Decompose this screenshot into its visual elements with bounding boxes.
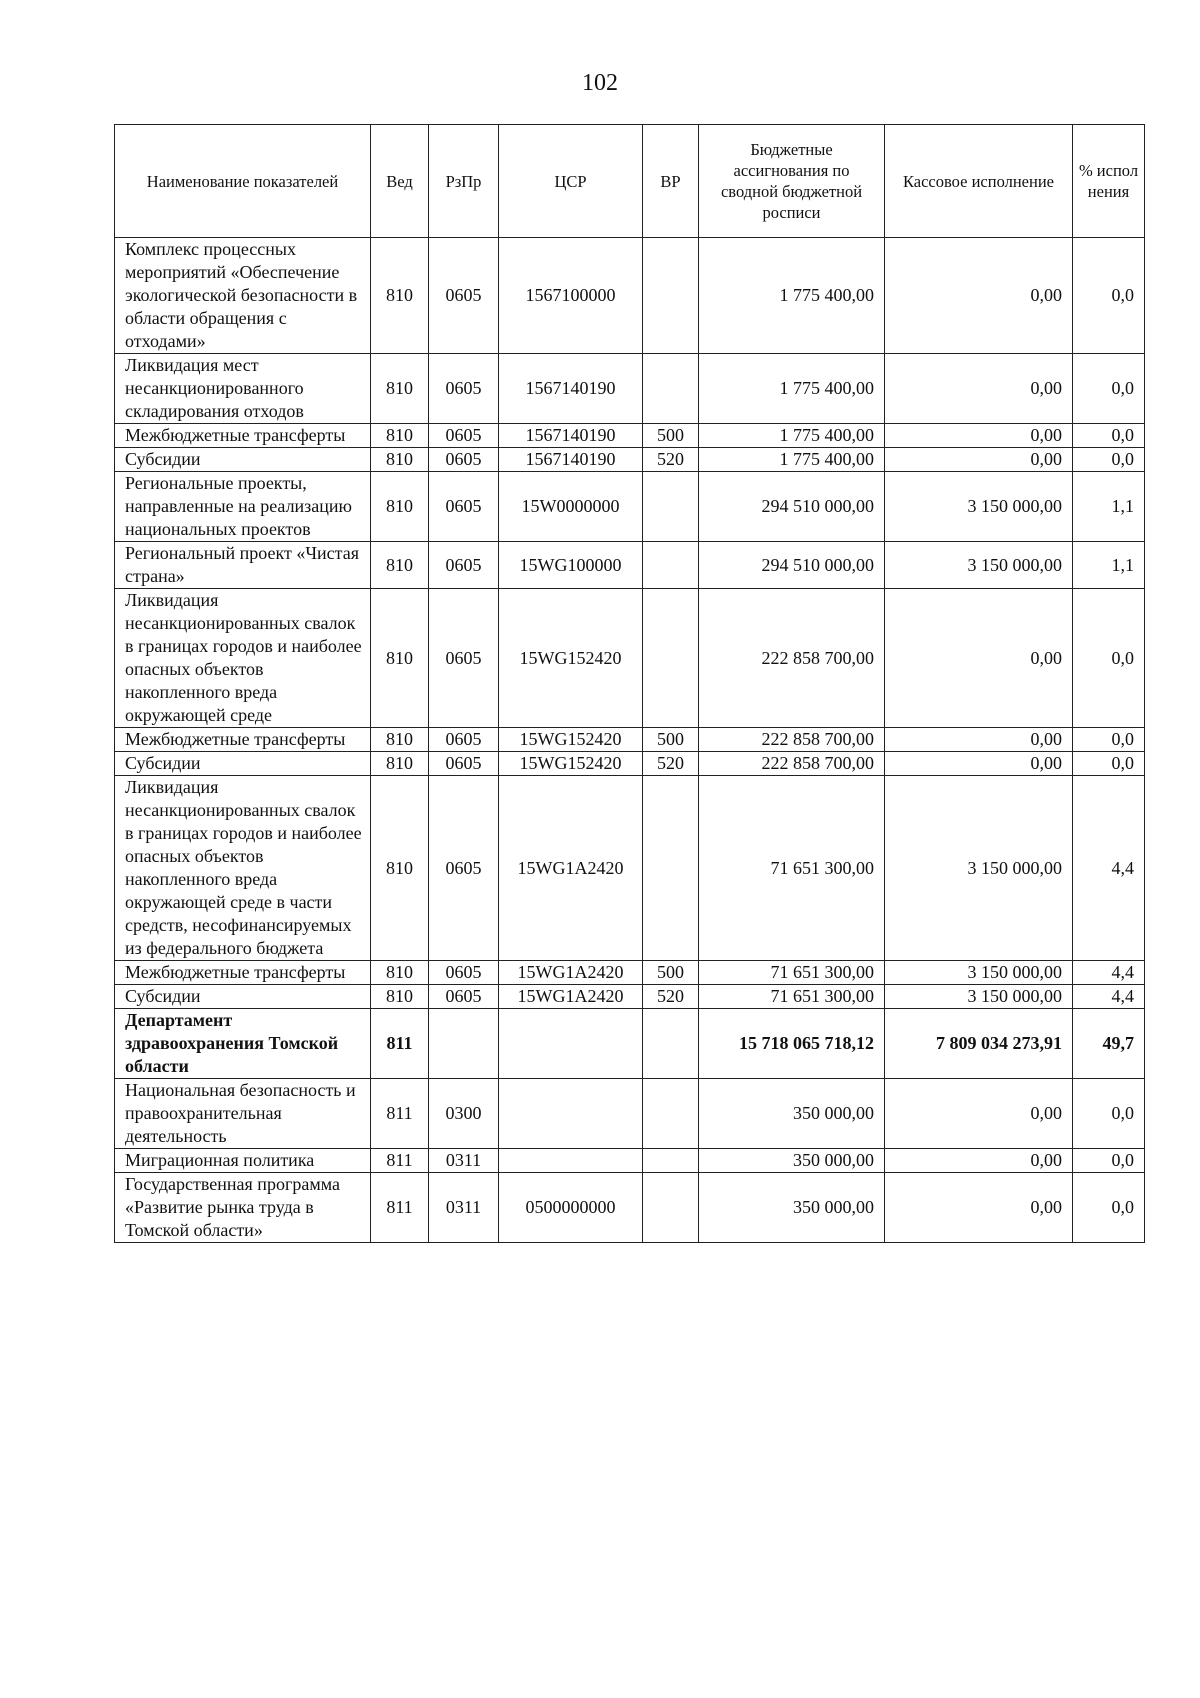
table-row bbox=[115, 961, 1145, 985]
cell-percent: 0,0 bbox=[1073, 1173, 1145, 1243]
cell-rzpr: 0605 bbox=[429, 448, 499, 472]
cell-rzpr: 0605 bbox=[429, 238, 499, 354]
cell-percent: 0,0 bbox=[1073, 424, 1145, 448]
cell-allocations: 71 651 300,00 bbox=[699, 961, 885, 985]
cell-cash: 0,00 bbox=[885, 424, 1073, 448]
cell-cash: 0,00 bbox=[885, 1149, 1073, 1173]
table-header-row bbox=[115, 125, 1145, 238]
cell-percent: 1,1 bbox=[1073, 542, 1145, 589]
cell-vr: 500 bbox=[643, 728, 699, 752]
cell-vr: 520 bbox=[643, 985, 699, 1009]
cell-cash: 0,00 bbox=[885, 752, 1073, 776]
cell-percent: 4,4 bbox=[1073, 961, 1145, 985]
cell-csr: 1567140190 bbox=[499, 354, 643, 424]
cell-ved: 810 bbox=[371, 589, 429, 728]
cell-cash: 0,00 bbox=[885, 728, 1073, 752]
header-allocations: Бюджетные ассигнования по сводной бюджетной росписи bbox=[699, 125, 885, 238]
cell-percent: 0,0 bbox=[1073, 448, 1145, 472]
cell-ved: 811 bbox=[371, 1173, 429, 1243]
table-row bbox=[115, 1009, 1145, 1079]
cell-percent: 0,0 bbox=[1073, 1079, 1145, 1149]
table-row bbox=[115, 776, 1145, 961]
cell-cash: 3 150 000,00 bbox=[885, 961, 1073, 985]
table-row bbox=[115, 1149, 1145, 1173]
cell-vr bbox=[643, 1149, 699, 1173]
cell-name: Национальная безопасность и правоохранительная деятельность bbox=[115, 1079, 371, 1149]
cell-rzpr: 0605 bbox=[429, 752, 499, 776]
table-row bbox=[115, 472, 1145, 542]
cell-allocations: 350 000,00 bbox=[699, 1079, 885, 1149]
cell-name: Субсидии bbox=[115, 448, 371, 472]
cell-name: Комплекс процессных мероприятий «Обеспечение экологической безопасности в области обращения с отходами» bbox=[115, 238, 371, 354]
cell-percent: 49,7 bbox=[1073, 1009, 1145, 1079]
cell-percent: 0,0 bbox=[1073, 752, 1145, 776]
cell-allocations: 294 510 000,00 bbox=[699, 472, 885, 542]
cell-vr: 520 bbox=[643, 448, 699, 472]
table-row bbox=[115, 1173, 1145, 1243]
cell-percent: 4,4 bbox=[1073, 776, 1145, 961]
cell-percent: 0,0 bbox=[1073, 589, 1145, 728]
cell-cash: 0,00 bbox=[885, 589, 1073, 728]
cell-cash: 3 150 000,00 bbox=[885, 776, 1073, 961]
cell-ved: 810 bbox=[371, 354, 429, 424]
cell-name: Субсидии bbox=[115, 985, 371, 1009]
cell-cash: 0,00 bbox=[885, 448, 1073, 472]
cell-ved: 811 bbox=[371, 1079, 429, 1149]
table-row bbox=[115, 448, 1145, 472]
cell-vr bbox=[643, 1079, 699, 1149]
cell-ved: 811 bbox=[371, 1009, 429, 1079]
cell-cash: 0,00 bbox=[885, 354, 1073, 424]
cell-ved: 810 bbox=[371, 961, 429, 985]
cell-ved: 810 bbox=[371, 985, 429, 1009]
cell-csr bbox=[499, 1149, 643, 1173]
cell-csr: 1567140190 bbox=[499, 448, 643, 472]
header-rzpr: РзПр bbox=[429, 125, 499, 238]
cell-cash: 3 150 000,00 bbox=[885, 542, 1073, 589]
cell-rzpr: 0605 bbox=[429, 542, 499, 589]
cell-ved: 810 bbox=[371, 728, 429, 752]
cell-ved: 811 bbox=[371, 1149, 429, 1173]
cell-rzpr: 0605 bbox=[429, 472, 499, 542]
cell-vr: 520 bbox=[643, 752, 699, 776]
cell-vr bbox=[643, 472, 699, 542]
cell-percent: 0,0 bbox=[1073, 728, 1145, 752]
cell-csr: 15WG152420 bbox=[499, 728, 643, 752]
cell-cash: 0,00 bbox=[885, 1173, 1073, 1243]
cell-csr: 15WG1A2420 bbox=[499, 985, 643, 1009]
cell-ved: 810 bbox=[371, 776, 429, 961]
cell-csr: 15WG152420 bbox=[499, 752, 643, 776]
cell-ved: 810 bbox=[371, 424, 429, 448]
header-csr: ЦСР bbox=[499, 125, 643, 238]
cell-csr: 1567140190 bbox=[499, 424, 643, 448]
cell-rzpr: 0605 bbox=[429, 589, 499, 728]
cell-csr bbox=[499, 1079, 643, 1149]
cell-vr: 500 bbox=[643, 961, 699, 985]
cell-allocations: 1 775 400,00 bbox=[699, 424, 885, 448]
cell-vr bbox=[643, 542, 699, 589]
cell-name: Ликвидация несанкционированных свалок в границах городов и наиболее опасных объектов накопленного вреда окружающей среде bbox=[115, 589, 371, 728]
cell-cash: 3 150 000,00 bbox=[885, 985, 1073, 1009]
cell-allocations: 1 775 400,00 bbox=[699, 354, 885, 424]
cell-csr: 0500000000 bbox=[499, 1173, 643, 1243]
cell-allocations: 294 510 000,00 bbox=[699, 542, 885, 589]
cell-vr bbox=[643, 1173, 699, 1243]
table-row bbox=[115, 424, 1145, 448]
cell-rzpr bbox=[429, 1009, 499, 1079]
cell-allocations: 71 651 300,00 bbox=[699, 985, 885, 1009]
cell-rzpr: 0605 bbox=[429, 728, 499, 752]
cell-allocations: 350 000,00 bbox=[699, 1173, 885, 1243]
cell-allocations: 222 858 700,00 bbox=[699, 752, 885, 776]
cell-cash: 0,00 bbox=[885, 1079, 1073, 1149]
cell-ved: 810 bbox=[371, 752, 429, 776]
header-cash: Кассовое исполнение bbox=[885, 125, 1073, 238]
cell-rzpr: 0605 bbox=[429, 354, 499, 424]
cell-name: Региональный проект «Чистая страна» bbox=[115, 542, 371, 589]
cell-name: Межбюджетные трансферты bbox=[115, 961, 371, 985]
header-ved: Вед bbox=[371, 125, 429, 238]
table-row bbox=[115, 354, 1145, 424]
cell-percent: 0,0 bbox=[1073, 354, 1145, 424]
table-row bbox=[115, 1079, 1145, 1149]
cell-csr: 15WG152420 bbox=[499, 589, 643, 728]
cell-rzpr: 0300 bbox=[429, 1079, 499, 1149]
cell-name: Ликвидация несанкционированных свалок в границах городов и наиболее опасных объектов накопленного вреда окружающей среде в части средств, несофинансируемых из федерального бюджета bbox=[115, 776, 371, 961]
cell-vr bbox=[643, 354, 699, 424]
header-name: Наименование показателей bbox=[115, 125, 371, 238]
cell-vr bbox=[643, 1009, 699, 1079]
cell-allocations: 222 858 700,00 bbox=[699, 589, 885, 728]
cell-vr bbox=[643, 776, 699, 961]
cell-name: Миграционная политика bbox=[115, 1149, 371, 1173]
cell-allocations: 71 651 300,00 bbox=[699, 776, 885, 961]
cell-name: Государственная программа «Развитие рынка труда в Томской области» bbox=[115, 1173, 371, 1243]
cell-rzpr: 0605 bbox=[429, 424, 499, 448]
cell-name: Межбюджетные трансферты bbox=[115, 728, 371, 752]
cell-allocations: 222 858 700,00 bbox=[699, 728, 885, 752]
cell-name: Ликвидация мест несанкционированного складирования отходов bbox=[115, 354, 371, 424]
cell-ved: 810 bbox=[371, 542, 429, 589]
cell-name: Межбюджетные трансферты bbox=[115, 424, 371, 448]
table-row bbox=[115, 752, 1145, 776]
cell-csr: 15WG1A2420 bbox=[499, 961, 643, 985]
budget-table bbox=[114, 124, 1145, 1243]
cell-allocations: 1 775 400,00 bbox=[699, 238, 885, 354]
cell-name: Субсидии bbox=[115, 752, 371, 776]
cell-cash: 0,00 bbox=[885, 238, 1073, 354]
cell-vr bbox=[643, 589, 699, 728]
cell-csr: 15WG100000 bbox=[499, 542, 643, 589]
cell-ved: 810 bbox=[371, 238, 429, 354]
cell-name: Департамент здравоохранения Томской области bbox=[115, 1009, 371, 1079]
table-row bbox=[115, 589, 1145, 728]
table-row bbox=[115, 238, 1145, 354]
cell-ved: 810 bbox=[371, 472, 429, 542]
cell-ved: 810 bbox=[371, 448, 429, 472]
cell-vr bbox=[643, 238, 699, 354]
cell-rzpr: 0605 bbox=[429, 961, 499, 985]
table-body bbox=[115, 238, 1145, 1243]
page-number: 102 bbox=[582, 70, 618, 96]
header-vr: ВР bbox=[643, 125, 699, 238]
header-percent: % испол нения bbox=[1073, 125, 1145, 238]
cell-csr: 15W0000000 bbox=[499, 472, 643, 542]
cell-rzpr: 0605 bbox=[429, 776, 499, 961]
table-row bbox=[115, 728, 1145, 752]
cell-rzpr: 0311 bbox=[429, 1173, 499, 1243]
cell-csr bbox=[499, 1009, 643, 1079]
cell-percent: 0,0 bbox=[1073, 1149, 1145, 1173]
cell-rzpr: 0311 bbox=[429, 1149, 499, 1173]
cell-percent: 1,1 bbox=[1073, 472, 1145, 542]
table-row bbox=[115, 542, 1145, 589]
cell-percent: 4,4 bbox=[1073, 985, 1145, 1009]
cell-percent: 0,0 bbox=[1073, 238, 1145, 354]
table-row bbox=[115, 985, 1145, 1009]
cell-csr: 15WG1A2420 bbox=[499, 776, 643, 961]
cell-cash: 3 150 000,00 bbox=[885, 472, 1073, 542]
cell-csr: 1567100000 bbox=[499, 238, 643, 354]
cell-name: Региональные проекты, направленные на реализацию национальных проектов bbox=[115, 472, 371, 542]
cell-allocations: 350 000,00 bbox=[699, 1149, 885, 1173]
cell-allocations: 1 775 400,00 bbox=[699, 448, 885, 472]
cell-allocations: 15 718 065 718,12 bbox=[699, 1009, 885, 1079]
cell-rzpr: 0605 bbox=[429, 985, 499, 1009]
cell-cash: 7 809 034 273,91 bbox=[885, 1009, 1073, 1079]
cell-vr: 500 bbox=[643, 424, 699, 448]
